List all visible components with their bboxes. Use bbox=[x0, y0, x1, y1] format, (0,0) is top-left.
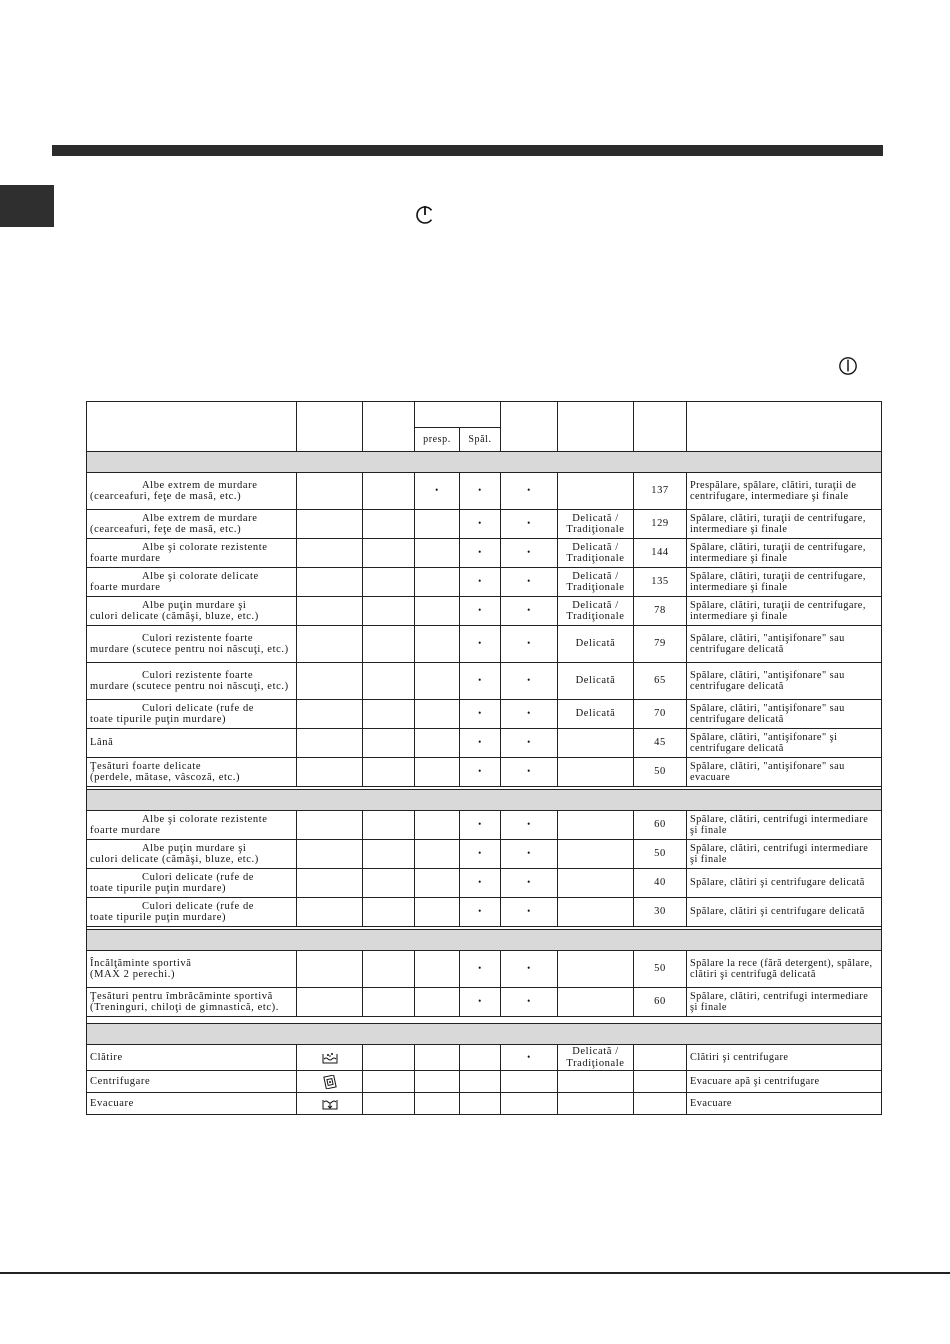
program-name-line2: Lână bbox=[90, 737, 114, 749]
program-name-line2: toate tipurile puţin murdare) bbox=[90, 883, 227, 894]
description-cell: Spălare, clătiri, "antişifonare" sau centrifugare delicată bbox=[687, 626, 882, 663]
section-header-bar bbox=[87, 452, 882, 473]
program-name-cell: Centrifugare bbox=[87, 1071, 297, 1093]
temperature-cell bbox=[363, 510, 415, 539]
table-row bbox=[87, 597, 882, 626]
program-name-line1: Albe extrem de murdare bbox=[142, 479, 258, 491]
softener-cell: • bbox=[501, 840, 558, 869]
group-spacer bbox=[87, 1017, 882, 1024]
temperature-cell bbox=[363, 1093, 415, 1115]
program-symbol-cell bbox=[297, 473, 363, 510]
option-cell bbox=[558, 951, 634, 988]
table-row bbox=[87, 758, 882, 787]
temperature-cell bbox=[363, 811, 415, 840]
program-name-line3: (Treninguri, chiloţi de gimnastică, etc). bbox=[90, 1002, 279, 1013]
program-name-cell bbox=[87, 510, 297, 539]
option-cell: Delicată / Tradiţionale bbox=[558, 597, 634, 626]
duration-cell: 60 bbox=[634, 988, 687, 1017]
program-symbol-cell bbox=[297, 840, 363, 869]
temperature-cell bbox=[363, 597, 415, 626]
wash-cell: • bbox=[460, 840, 501, 869]
wash-programs-table bbox=[86, 401, 882, 1115]
description-cell: Spălare, clătiri, centrifugi intermediare şi finale bbox=[687, 840, 882, 869]
table-row bbox=[87, 1045, 882, 1071]
prewash-cell bbox=[415, 700, 460, 729]
option-cell bbox=[558, 758, 634, 787]
option-cell bbox=[558, 473, 634, 510]
table-row bbox=[87, 898, 882, 927]
prewash-cell bbox=[415, 840, 460, 869]
duration-cell: 30 bbox=[634, 898, 687, 927]
duration-cell: 78 bbox=[634, 597, 687, 626]
program-symbol-cell bbox=[297, 988, 363, 1017]
program-name-cell bbox=[87, 539, 297, 568]
temperature-cell bbox=[363, 898, 415, 927]
program-name-cell bbox=[87, 988, 297, 1017]
program-name-cell: Clătire bbox=[87, 1045, 297, 1071]
program-name-line2: toate tipurile puţin murdare) bbox=[90, 912, 227, 923]
duration-cell: 65 bbox=[634, 663, 687, 700]
softener-cell: • bbox=[501, 898, 558, 927]
temperature-cell bbox=[363, 539, 415, 568]
table-row bbox=[87, 951, 882, 988]
softener-cell: • bbox=[501, 510, 558, 539]
description-cell: Spălare, clătiri, centrifugi intermediare şi finale bbox=[687, 988, 882, 1017]
description-cell: Spălare, clătiri, "antişifonare" şi centrifugare delicată bbox=[687, 729, 882, 758]
duration-cell: 79 bbox=[634, 626, 687, 663]
softener-cell: • bbox=[501, 951, 558, 988]
prewash-cell bbox=[415, 1093, 460, 1115]
section-header-bar bbox=[87, 1024, 882, 1045]
table-row bbox=[87, 729, 882, 758]
duration-cell bbox=[634, 1071, 687, 1093]
option-cell bbox=[558, 729, 634, 758]
temperature-cell bbox=[363, 568, 415, 597]
softener-cell bbox=[501, 1071, 558, 1093]
program-name-cell bbox=[87, 758, 297, 787]
top-rule bbox=[52, 145, 883, 156]
softener-cell: • bbox=[501, 811, 558, 840]
temperature-cell bbox=[363, 1071, 415, 1093]
option-cell: Delicată / Tradiţionale bbox=[558, 568, 634, 597]
option-cell: Delicată bbox=[558, 663, 634, 700]
wash-cell: • bbox=[460, 811, 501, 840]
option-cell: Delicată / Tradiţionale bbox=[558, 539, 634, 568]
softener-cell: • bbox=[501, 988, 558, 1017]
description-cell: Spălare, clătiri, turaţii de centrifugare, intermediare şi finale bbox=[687, 539, 882, 568]
program-symbol-cell bbox=[297, 597, 363, 626]
program-symbol-cell bbox=[297, 539, 363, 568]
spacer-cell bbox=[87, 1017, 882, 1024]
col-header-duration bbox=[634, 402, 687, 452]
prewash-cell bbox=[415, 568, 460, 597]
softener-cell: • bbox=[501, 758, 558, 787]
col-header-detergent bbox=[415, 402, 501, 428]
program-symbol-cell bbox=[297, 951, 363, 988]
softener-cell: • bbox=[501, 700, 558, 729]
program-name-line1: Albe şi colorate delicate bbox=[142, 570, 259, 582]
duration-cell: 135 bbox=[634, 568, 687, 597]
program-name-cell bbox=[87, 898, 297, 927]
table-row bbox=[87, 700, 882, 729]
power-symbol-icon bbox=[838, 356, 858, 376]
rinse-icon bbox=[297, 1045, 363, 1071]
softener-cell: • bbox=[501, 539, 558, 568]
bottom-rule bbox=[0, 1272, 950, 1274]
table-row bbox=[87, 1071, 882, 1093]
program-name-line1: Albe extrem de murdare bbox=[142, 512, 258, 524]
wash-cell bbox=[460, 1093, 501, 1115]
description-cell: Spălare, clătiri şi centrifugare delicată bbox=[687, 898, 882, 927]
temperature-cell bbox=[363, 700, 415, 729]
softener-cell: • bbox=[501, 597, 558, 626]
program-name-line1: Albe puţin murdare şi bbox=[142, 842, 247, 854]
option-cell bbox=[558, 811, 634, 840]
option-cell bbox=[558, 1071, 634, 1093]
softener-cell: • bbox=[501, 626, 558, 663]
description-cell: Spălare, clătiri, turaţii de centrifugare, intermediare şi finale bbox=[687, 568, 882, 597]
description-cell: Evacuare apă şi centrifugare bbox=[687, 1071, 882, 1093]
program-name-line3: (perdele, mătase, vâscoză, etc.) bbox=[90, 772, 241, 783]
program-name-line2: Ţesături pentru îmbrăcăminte sportivă bbox=[90, 990, 273, 1002]
program-name-line2: foarte murdare bbox=[90, 553, 161, 564]
program-symbol-cell bbox=[297, 568, 363, 597]
duration-cell: 50 bbox=[634, 758, 687, 787]
temperature-cell bbox=[363, 869, 415, 898]
program-symbol-cell bbox=[297, 729, 363, 758]
section-header-cell bbox=[87, 1024, 882, 1045]
program-name-cell bbox=[87, 869, 297, 898]
softener-cell bbox=[501, 1093, 558, 1115]
program-name-line1: Albe puţin murdare şi bbox=[142, 599, 247, 611]
wash-cell: • bbox=[460, 626, 501, 663]
option-cell bbox=[558, 840, 634, 869]
program-name-cell: Evacuare bbox=[87, 1093, 297, 1115]
program-name-line2: foarte murdare bbox=[90, 582, 161, 593]
temperature-cell bbox=[363, 729, 415, 758]
power-symbol-icon bbox=[414, 203, 436, 225]
temperature-cell bbox=[363, 840, 415, 869]
program-symbol-cell bbox=[297, 758, 363, 787]
table-row bbox=[87, 626, 882, 663]
prewash-cell bbox=[415, 951, 460, 988]
table-row bbox=[87, 869, 882, 898]
option-cell bbox=[558, 988, 634, 1017]
option-cell: Delicată / Tradiţionale bbox=[558, 1045, 634, 1071]
table-row bbox=[87, 1093, 882, 1115]
wash-cell: • bbox=[460, 539, 501, 568]
prewash-cell: • bbox=[415, 473, 460, 510]
col-header-softener bbox=[501, 402, 558, 452]
duration-cell: 60 bbox=[634, 811, 687, 840]
wash-cell: • bbox=[460, 951, 501, 988]
softener-cell: • bbox=[501, 869, 558, 898]
description-cell: Spălare la rece (fără detergent), spălare, clătiri şi centrifugă delicată bbox=[687, 951, 882, 988]
program-name-cell bbox=[87, 840, 297, 869]
table-row bbox=[87, 473, 882, 510]
program-name-line2: foarte murdare bbox=[90, 825, 161, 836]
wash-cell: • bbox=[460, 510, 501, 539]
program-name-cell bbox=[87, 700, 297, 729]
prewash-cell bbox=[415, 811, 460, 840]
wash-cell bbox=[460, 1071, 501, 1093]
col-header-symbol bbox=[297, 402, 363, 452]
table-row bbox=[87, 663, 882, 700]
program-name-line1: Culori delicate (rufe de bbox=[142, 900, 255, 912]
col-header-wash: Spăl. bbox=[460, 428, 501, 452]
duration-cell bbox=[634, 1045, 687, 1071]
description-cell: Prespălare, spălare, clătiri, turaţii de centrifugare, intermediare şi finale bbox=[687, 473, 882, 510]
description-cell: Spălare, clătiri, "antişifonare" sau centrifugare delicată bbox=[687, 663, 882, 700]
section-header-bar bbox=[87, 790, 882, 811]
temperature-cell bbox=[363, 663, 415, 700]
option-cell: Delicată bbox=[558, 700, 634, 729]
prewash-cell bbox=[415, 626, 460, 663]
duration-cell: 129 bbox=[634, 510, 687, 539]
temperature-cell bbox=[363, 626, 415, 663]
softener-cell: • bbox=[501, 568, 558, 597]
section-header-bar bbox=[87, 930, 882, 951]
program-symbol-cell bbox=[297, 626, 363, 663]
prewash-cell bbox=[415, 898, 460, 927]
program-name-cell bbox=[87, 473, 297, 510]
prewash-cell bbox=[415, 729, 460, 758]
temperature-cell bbox=[363, 988, 415, 1017]
description-cell: Spălare, clătiri, turaţii de centrifugare, intermediare şi finale bbox=[687, 597, 882, 626]
description-cell: Spălare, clătiri şi centrifugare delicată bbox=[687, 869, 882, 898]
table-row bbox=[87, 510, 882, 539]
program-symbol-cell bbox=[297, 663, 363, 700]
wash-cell: • bbox=[460, 597, 501, 626]
option-cell bbox=[558, 898, 634, 927]
program-name-line2: toate tipurile puţin murdare) bbox=[90, 714, 227, 725]
prewash-cell bbox=[415, 597, 460, 626]
prewash-cell bbox=[415, 988, 460, 1017]
program-name-line2: murdare (scutece pentru noi născuţi, etc.) bbox=[90, 681, 289, 692]
wash-cell: • bbox=[460, 663, 501, 700]
description-cell: Spălare, clătiri, turaţii de centrifugare, intermediare şi finale bbox=[687, 510, 882, 539]
option-cell bbox=[558, 1093, 634, 1115]
program-name-line2: murdare (scutece pentru noi născuţi, etc.) bbox=[90, 644, 289, 655]
option-cell: Delicată bbox=[558, 626, 634, 663]
description-cell: Evacuare bbox=[687, 1093, 882, 1115]
temperature-cell bbox=[363, 473, 415, 510]
program-symbol-cell bbox=[297, 510, 363, 539]
table-row bbox=[87, 568, 882, 597]
softener-cell: • bbox=[501, 729, 558, 758]
program-name-line2: Ţesături foarte delicate bbox=[90, 760, 202, 772]
prewash-cell bbox=[415, 1045, 460, 1071]
softener-cell: • bbox=[501, 1045, 558, 1071]
col-header-program bbox=[87, 402, 297, 452]
duration-cell bbox=[634, 1093, 687, 1115]
program-name-line2: culori delicate (cămăşi, bluze, etc.) bbox=[90, 854, 259, 865]
description-cell: Spălare, clătiri, "antişifonare" sau evacuare bbox=[687, 758, 882, 787]
program-name-cell bbox=[87, 811, 297, 840]
wash-cell: • bbox=[460, 869, 501, 898]
program-name-line2: culori delicate (cămăşi, bluze, etc.) bbox=[90, 611, 259, 622]
duration-cell: 40 bbox=[634, 869, 687, 898]
program-name-line2: Încălţăminte sportivă bbox=[90, 957, 192, 969]
program-name-line1: Albe şi colorate rezistente bbox=[142, 541, 268, 553]
temperature-cell bbox=[363, 1045, 415, 1071]
col-header-options bbox=[558, 402, 634, 452]
wash-cell: • bbox=[460, 700, 501, 729]
table-row bbox=[87, 811, 882, 840]
col-header-prewash: presp. bbox=[415, 428, 460, 452]
duration-cell: 137 bbox=[634, 473, 687, 510]
wash-cell: • bbox=[460, 758, 501, 787]
wash-cell bbox=[460, 1045, 501, 1071]
program-name-cell bbox=[87, 663, 297, 700]
table-row bbox=[87, 988, 882, 1017]
description-cell: Spălare, clătiri, "antişifonare" sau centrifugare delicată bbox=[687, 700, 882, 729]
program-name-line1: Albe şi colorate rezistente bbox=[142, 813, 268, 825]
program-name-line1: Culori delicate (rufe de bbox=[142, 871, 255, 883]
program-name-cell bbox=[87, 626, 297, 663]
prewash-cell bbox=[415, 539, 460, 568]
program-name-line3: (MAX 2 perechi.) bbox=[90, 969, 176, 980]
table-row bbox=[87, 840, 882, 869]
prewash-cell bbox=[415, 1071, 460, 1093]
wash-cell: • bbox=[460, 898, 501, 927]
section-header-cell bbox=[87, 930, 882, 951]
duration-cell: 70 bbox=[634, 700, 687, 729]
program-name-line1: Culori rezistente foarte bbox=[142, 632, 254, 644]
wash-cell: • bbox=[460, 988, 501, 1017]
description-cell: Spălare, clătiri, centrifugi intermediare şi finale bbox=[687, 811, 882, 840]
program-name-cell bbox=[87, 568, 297, 597]
wash-cell: • bbox=[460, 473, 501, 510]
table-row bbox=[87, 539, 882, 568]
prewash-cell bbox=[415, 510, 460, 539]
language-side-tab bbox=[0, 185, 54, 227]
prewash-cell bbox=[415, 869, 460, 898]
option-cell: Delicată / Tradiţionale bbox=[558, 510, 634, 539]
softener-cell: • bbox=[501, 663, 558, 700]
duration-cell: 45 bbox=[634, 729, 687, 758]
program-symbol-cell bbox=[297, 700, 363, 729]
program-name-line2: (cearceafuri, feţe de masă, etc.) bbox=[90, 491, 242, 502]
temperature-cell bbox=[363, 758, 415, 787]
program-name-line1: Culori delicate (rufe de bbox=[142, 702, 255, 714]
spin-icon bbox=[297, 1071, 363, 1093]
col-header-temp bbox=[363, 402, 415, 452]
drain-icon bbox=[297, 1093, 363, 1115]
section-header-cell bbox=[87, 790, 882, 811]
program-symbol-cell bbox=[297, 869, 363, 898]
wash-cell: • bbox=[460, 568, 501, 597]
program-name-cell bbox=[87, 729, 297, 758]
header-row-top bbox=[87, 402, 882, 428]
softener-cell: • bbox=[501, 473, 558, 510]
description-cell: Clătiri şi centrifugare bbox=[687, 1045, 882, 1071]
wash-cell: • bbox=[460, 729, 501, 758]
program-name-line1: Culori rezistente foarte bbox=[142, 669, 254, 681]
temperature-cell bbox=[363, 951, 415, 988]
program-symbol-cell bbox=[297, 811, 363, 840]
section-header-cell bbox=[87, 452, 882, 473]
option-cell bbox=[558, 869, 634, 898]
program-name-cell bbox=[87, 951, 297, 988]
col-header-description bbox=[687, 402, 882, 452]
prewash-cell bbox=[415, 758, 460, 787]
duration-cell: 144 bbox=[634, 539, 687, 568]
program-name-cell bbox=[87, 597, 297, 626]
program-symbol-cell bbox=[297, 898, 363, 927]
program-name-line2: (cearceafuri, feţe de masă, etc.) bbox=[90, 524, 242, 535]
prewash-cell bbox=[415, 663, 460, 700]
duration-cell: 50 bbox=[634, 840, 687, 869]
duration-cell: 50 bbox=[634, 951, 687, 988]
